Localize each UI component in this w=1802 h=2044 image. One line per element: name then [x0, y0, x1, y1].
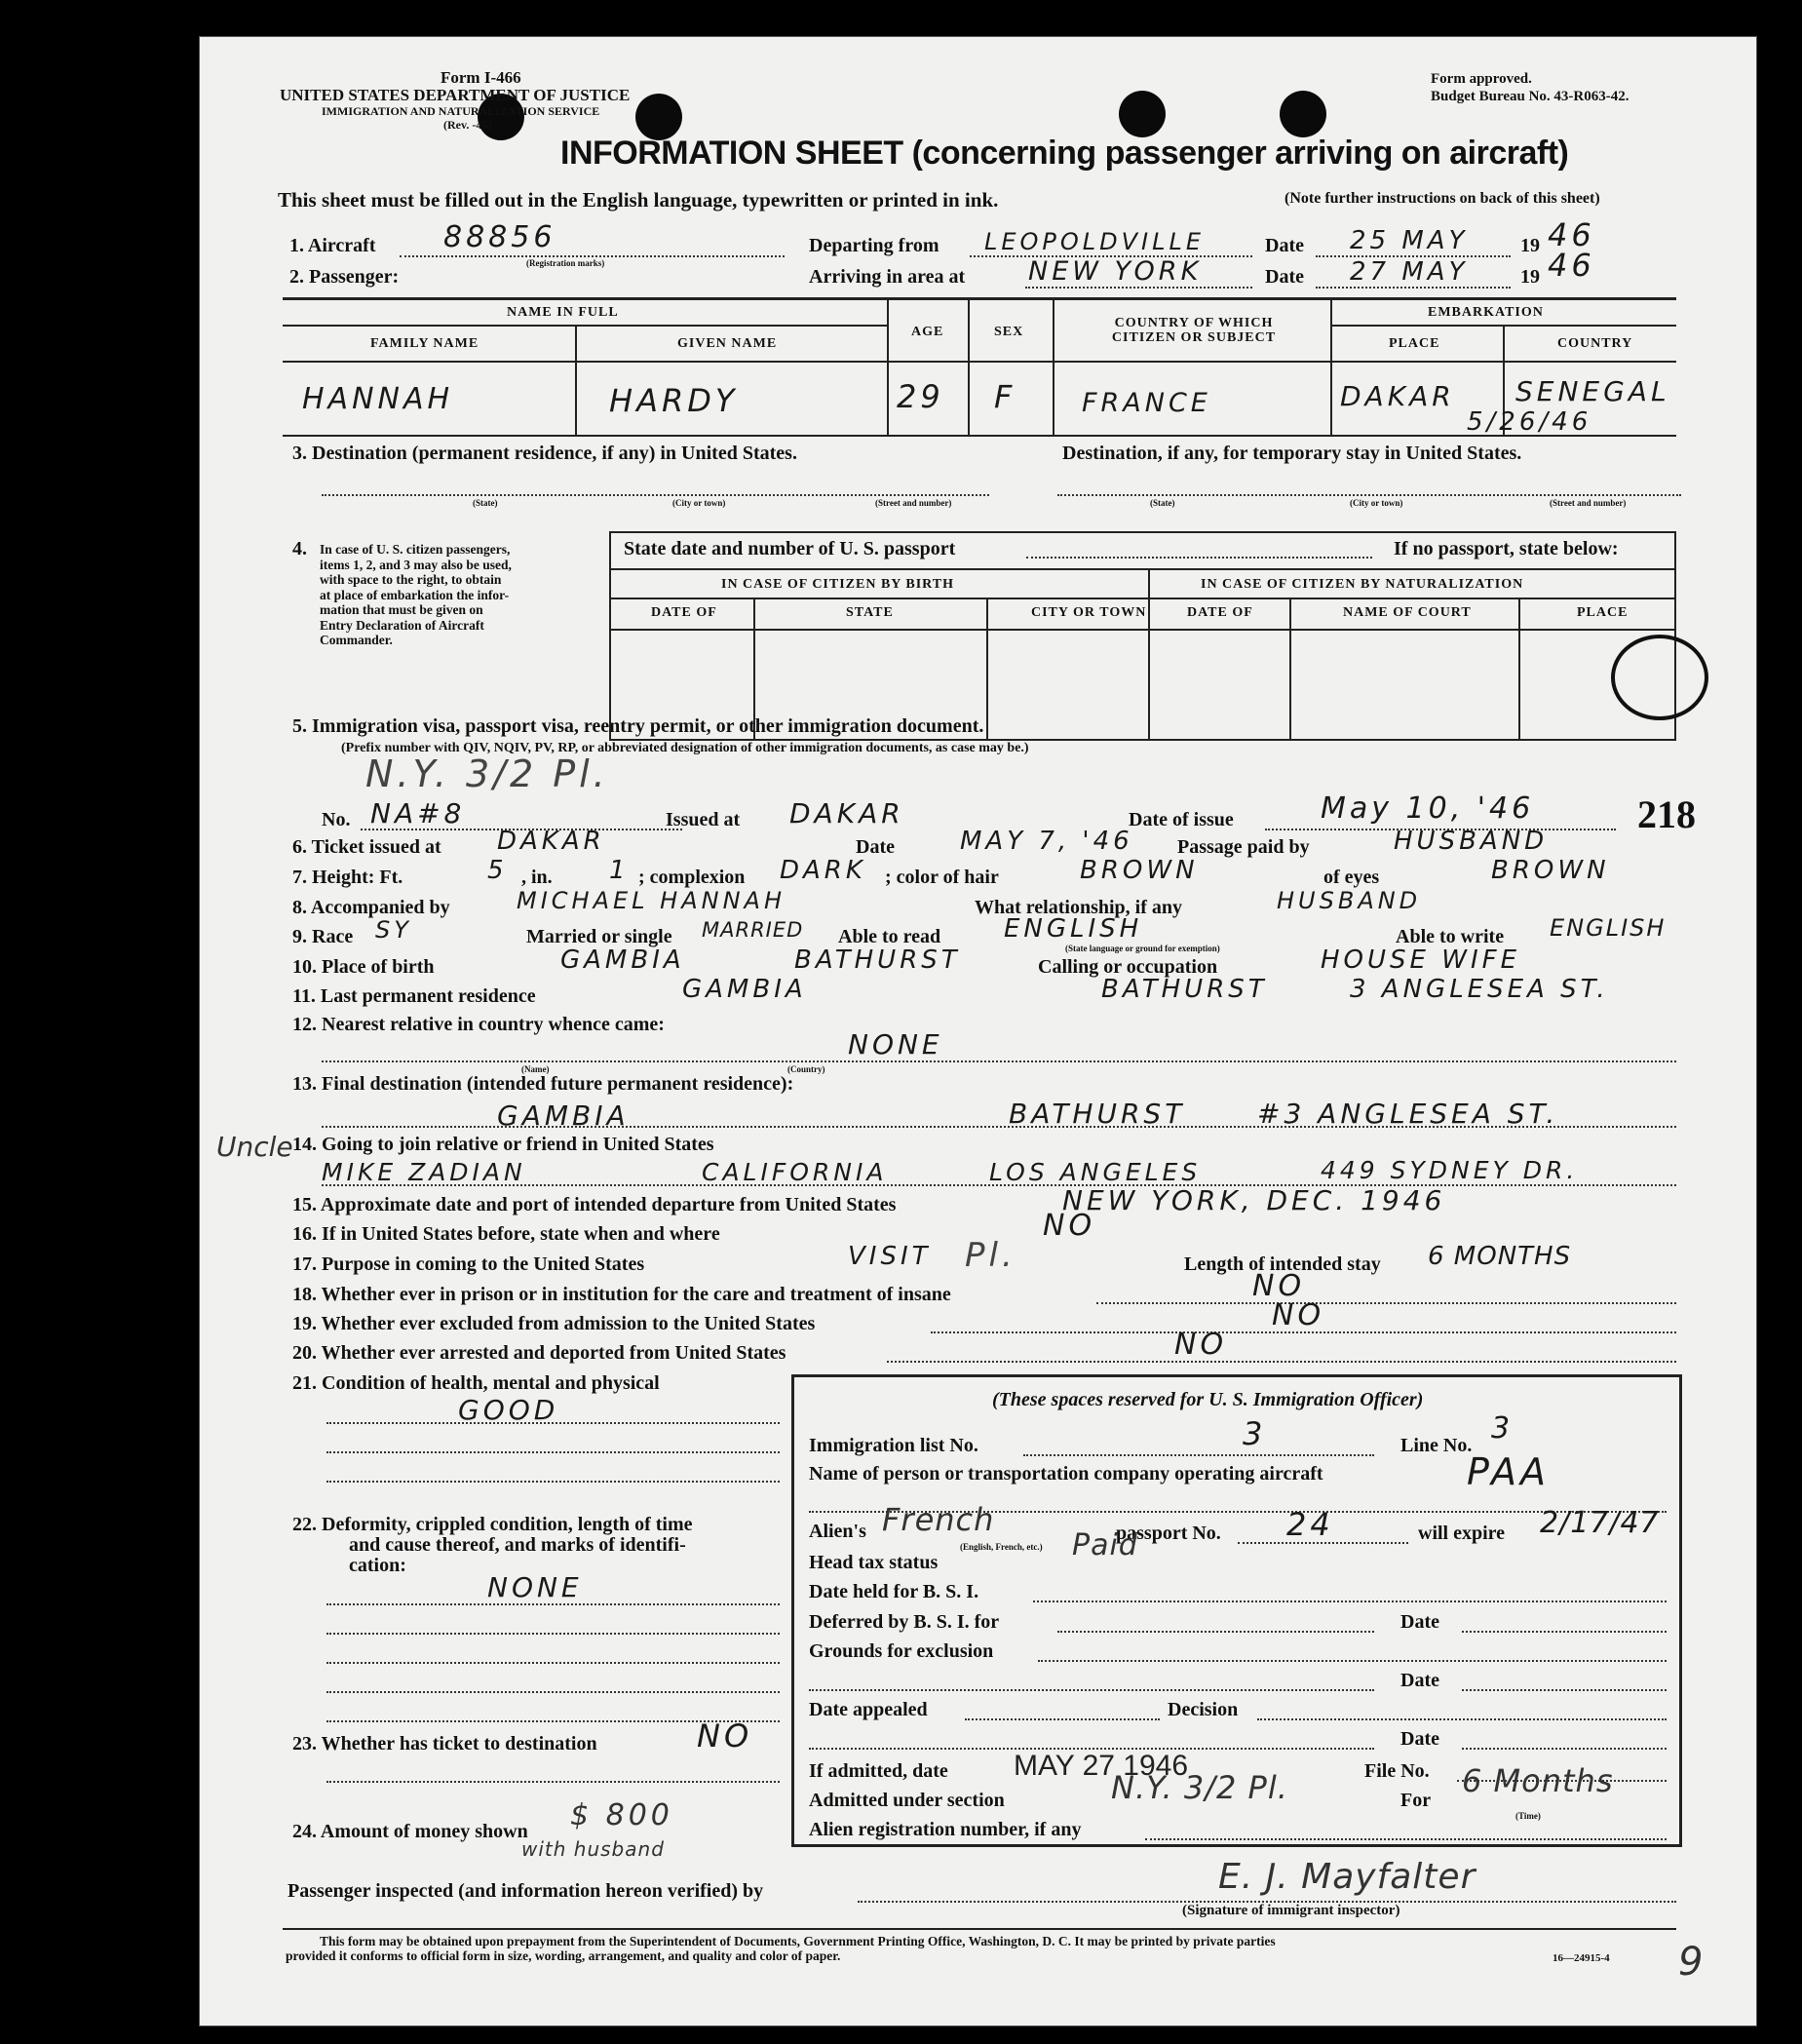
date-label: Date	[1265, 235, 1304, 256]
q3-label: 3. Destination (permanent residence, if any) in United States.	[292, 443, 797, 464]
officer-alien-value: French	[882, 1501, 995, 1538]
q23-value: NO	[697, 1717, 753, 1755]
officer-alien-label: Alien's	[809, 1521, 866, 1542]
officer-expire-label: will expire	[1418, 1523, 1506, 1544]
sex-header: SEX	[994, 325, 1024, 339]
q7-in-value: 1	[609, 856, 630, 885]
q11-street: 3 ANGLESEA ST.	[1350, 975, 1609, 1004]
embarkation-header: EMBARKATION	[1428, 305, 1544, 320]
q4-passport-label: State date and number of U. S. passport	[624, 538, 956, 559]
departing-value: LEOPOLDVILLE	[984, 228, 1206, 255]
back-note: (Note further instructions on back of this sheet)	[1284, 190, 1600, 207]
q6-date-value: MAY 7, '46	[960, 827, 1133, 856]
officer-lang-note: (English, French, etc.)	[960, 1542, 1043, 1552]
depart-year-value: 46	[1548, 216, 1595, 253]
q23-label: 23. Whether has ticket to destination	[292, 1733, 597, 1755]
q7-comp-label: ; complexion	[638, 867, 746, 888]
age-value: 29	[897, 378, 944, 415]
q21-label: 21. Condition of health, mental and physical	[292, 1372, 660, 1394]
q20-label: 20. Whether ever arrested and deported from United States	[292, 1342, 786, 1364]
signature-caption: (Signature of immigrant inspector)	[1182, 1903, 1400, 1918]
admitted-date-stamp: MAY 27 1946	[1014, 1750, 1189, 1782]
col-place: PLACE	[1577, 605, 1629, 620]
q9-read-value: ENGLISH	[1004, 914, 1143, 944]
q19-label: 19. Whether ever excluded from admission to the United States	[292, 1313, 816, 1334]
q10-country: GAMBIA	[560, 945, 685, 975]
q24-note: with husband	[521, 1837, 665, 1861]
revision: (Rev. -45)	[443, 118, 492, 132]
officer-list-label: Immigration list No.	[809, 1435, 978, 1456]
officer-passport-label: passport No.	[1116, 1523, 1221, 1544]
q14-name: MIKE ZADIAN	[322, 1158, 526, 1186]
aircraft-value: 88856	[443, 220, 556, 254]
col-date-of-birth: DATE OF	[651, 605, 717, 620]
q5-issued-value: DAKAR	[789, 797, 904, 829]
year-prefix: 19	[1520, 235, 1540, 256]
department: UNITED STATES DEPARTMENT OF JUSTICE	[280, 86, 631, 104]
q5-doi-label: Date of issue	[1129, 809, 1234, 830]
age-header: AGE	[911, 325, 944, 339]
corner-number: 9	[1678, 1940, 1707, 1985]
q17-stay-label: Length of intended stay	[1184, 1253, 1381, 1275]
family-name-header: FAMILY NAME	[370, 336, 479, 351]
q12-country-caption: (Country)	[787, 1064, 825, 1074]
q22-label-1: 22. Deformity, crippled condition, length of time	[292, 1514, 693, 1535]
officer-line-label: Line No.	[1400, 1435, 1473, 1456]
passenger-label: 2. Passenger:	[289, 266, 400, 288]
officer-passport-value: 24	[1286, 1506, 1334, 1543]
officer-decision-date-label: Date	[1400, 1728, 1439, 1750]
q17-value: VISIT	[848, 1242, 932, 1271]
arriving-label: Arriving in area at	[809, 266, 966, 288]
q5-label: 5. Immigration visa, passport visa, reentry permit, or other immigration document.	[292, 715, 984, 737]
q11-country: GAMBIA	[682, 975, 807, 1004]
sex-value: F	[994, 378, 1016, 415]
q17-stay-value: 6 MONTHS	[1428, 1242, 1572, 1271]
country-header: COUNTRY OF WHICH CITIZEN OR SUBJECT	[1111, 316, 1277, 345]
officer-list-value: 3	[1243, 1415, 1267, 1452]
country2-header: COUNTRY	[1557, 336, 1633, 351]
q10-occ-label: Calling or occupation	[1038, 956, 1218, 978]
service: IMMIGRATION AND NATURALIZATION SERVICE	[322, 104, 600, 118]
arriving-value: NEW YORK	[1028, 256, 1203, 287]
q22-value: NONE	[487, 1571, 583, 1603]
q17-extra: Pl.	[965, 1236, 1016, 1275]
q16-label: 16. If in United States before, state when and where	[292, 1223, 720, 1245]
q7-eyes-value: BROWN	[1491, 856, 1610, 885]
q14-city: LOS ANGELES	[989, 1158, 1202, 1186]
officer-line-value: 3	[1491, 1411, 1514, 1446]
citizen-by-birth-header: IN CASE OF CITIZEN BY BIRTH	[721, 577, 955, 592]
q11-label: 11. Last permanent residence	[292, 985, 536, 1007]
budget-bureau: Budget Bureau No. 43-R063-42.	[1431, 89, 1629, 104]
officer-bsi-label: Date held for B. S. I.	[809, 1581, 979, 1602]
q14-state: CALIFORNIA	[702, 1158, 888, 1186]
inspector-signature: E. J. Mayfalter	[1218, 1857, 1476, 1897]
place-header: PLACE	[1389, 336, 1440, 351]
embark-place-value: DAKAR	[1340, 380, 1455, 412]
officer-for-label: For	[1400, 1790, 1432, 1811]
date-label-2: Date	[1265, 266, 1304, 288]
q13-city: BATHURST	[1009, 1098, 1186, 1130]
q11-city: BATHURST	[1101, 975, 1268, 1004]
q6-date-label: Date	[856, 836, 895, 858]
q14-margin-note: Uncle	[216, 1131, 293, 1163]
q17-label: 17. Purpose in coming to the United States	[292, 1253, 645, 1275]
officer-deferred-date-label: Date	[1400, 1611, 1439, 1633]
instruction: This sheet must be filled out in the English language, typewritten or printed in ink.	[278, 188, 999, 212]
q3-temp-state-caption: (State)	[1150, 498, 1175, 508]
q8-rel-value: HUSBAND	[1277, 887, 1422, 914]
q19-value: NO	[1272, 1298, 1325, 1332]
year-prefix-2: 19	[1520, 266, 1540, 288]
embark-country-value: SENEGAL	[1515, 375, 1670, 407]
officer-file-label: File No.	[1364, 1760, 1430, 1782]
q10-occ-value: HOUSE WIFE	[1321, 945, 1521, 975]
given-name-value: HARDY	[609, 382, 739, 419]
punch-hole	[1119, 91, 1166, 137]
q14-label: 14. Going to join relative or friend in United States	[292, 1134, 714, 1155]
q8-value: MICHAEL HANNAH	[517, 887, 786, 914]
q5-hand-note: N.Y. 3/2 Pl.	[365, 752, 609, 795]
q13-street: #3 ANGLESEA ST.	[1257, 1098, 1559, 1130]
q16-value: NO	[1043, 1209, 1096, 1243]
q22-label-2: and cause thereof, and marks of identifi-	[349, 1534, 686, 1556]
fine-print-2: provided it conforms to official form in size, wording, arrangement, and quality and color of paper.	[286, 1948, 841, 1963]
q24-value: $ 800	[570, 1798, 673, 1832]
officer-for-value: 6 Months	[1462, 1762, 1614, 1799]
q10-label: 10. Place of birth	[292, 956, 435, 978]
officer-headtax-label: Head tax status	[809, 1552, 939, 1573]
arrive-date-value: 27 MAY	[1350, 257, 1469, 287]
aircraft-label: 1. Aircraft	[289, 235, 376, 256]
departing-label: Departing from	[809, 235, 939, 256]
q13-country: GAMBIA	[497, 1099, 630, 1132]
page-title: INFORMATION SHEET (concerning passenger arriving on aircraft)	[560, 135, 1569, 172]
officer-grounds-label: Grounds for exclusion	[809, 1640, 994, 1662]
q9-lang-note: (State language or ground for exemption)	[1065, 944, 1220, 953]
officer-headtax-value: Paid	[1072, 1528, 1138, 1562]
punch-hole	[635, 94, 682, 140]
q13-label: 13. Final destination (intended future permanent residence):	[292, 1073, 794, 1095]
officer-expire-value: 2/17/47	[1540, 1506, 1660, 1540]
q7-hair-value: BROWN	[1080, 856, 1199, 885]
officer-section-value: N.Y. 3/2 Pl.	[1111, 1769, 1288, 1806]
col-city-or-town: CITY OR TOWN	[1031, 605, 1147, 620]
given-name-header: GIVEN NAME	[677, 336, 778, 351]
citizen-value: FRANCE	[1082, 388, 1211, 418]
q3-temp-street-caption: (Street and number)	[1550, 498, 1627, 508]
q5-doi-value: May 10, '46	[1321, 791, 1535, 826]
form-number: Form I-466	[441, 68, 521, 87]
q5-issued-label: Issued at	[666, 809, 741, 830]
q12-value: NONE	[848, 1028, 943, 1061]
officer-heading: (These spaces reserved for U. S. Immigration Officer)	[992, 1389, 1424, 1410]
q6-paid-label: Passage paid by	[1177, 836, 1310, 858]
q4-no-passport-label: If no passport, state below:	[1394, 538, 1619, 559]
fine-print-1: This form may be obtained upon prepayment from the Superintendent of Documents, Government Printing Office, Washington, D. C. It may be printed by private parties	[320, 1934, 1276, 1948]
punch-hole	[1280, 91, 1326, 137]
q5-sub: (Prefix number with QIV, NQIV, PV, RP, or abbreviated designation of other immigration documents, as case may be.)	[341, 741, 1029, 755]
officer-section-label: Admitted under section	[809, 1790, 1005, 1811]
q9-write-label: Able to write	[1396, 926, 1505, 947]
q3-state-caption: (State)	[473, 498, 498, 508]
embark-date-note: 5/26/46	[1467, 407, 1592, 437]
family-name-value: HANNAH	[302, 382, 454, 416]
q22-label-3: cation:	[349, 1555, 406, 1576]
q3-temp-city-caption: (City or town)	[1350, 498, 1403, 508]
q7-comp-value: DARK	[780, 856, 866, 885]
citizen-by-naturalization-header: IN CASE OF CITIZEN BY NATURALIZATION	[1201, 577, 1524, 592]
reg-marks-caption: (Registration marks)	[526, 258, 605, 268]
q18-value: NO	[1252, 1269, 1306, 1303]
q24-label: 24. Amount of money shown	[292, 1821, 528, 1842]
q8-label: 8. Accompanied by	[292, 897, 450, 918]
q6-value: DAKAR	[497, 827, 605, 856]
q7-in-label: , in.	[521, 867, 553, 888]
q8-rel-label: What relationship, if any	[975, 897, 1182, 918]
q12-label: 12. Nearest relative in country whence came:	[292, 1014, 665, 1035]
q12-name-caption: (Name)	[521, 1064, 550, 1074]
arrive-year-value: 46	[1548, 247, 1595, 284]
q3-street-caption: (Street and number)	[875, 498, 952, 508]
officer-admitted-label: If admitted, date	[809, 1760, 948, 1782]
q5-no-value: NA#8	[370, 797, 466, 829]
col-state: STATE	[846, 605, 894, 620]
inspected-by-label: Passenger inspected (and information hereon verified) by	[288, 1880, 764, 1902]
circled-mark	[1603, 629, 1715, 726]
q4-instructions: In case of U. S. citizen passengers, items 1, 2, and 3 may also be used, with space to the right, to obtain at place of embarkation the infor- mation that must be given on Entry Declaration of Aircraft Commander.	[320, 542, 512, 647]
q10-city: BATHURST	[794, 945, 961, 975]
q18-label: 18. Whether ever in prison or in institution for the care and treatment of insane	[292, 1284, 951, 1305]
q9-read-label: Able to read	[838, 926, 941, 947]
q3-temp-label: Destination, if any, for temporary stay in United States.	[1062, 443, 1522, 464]
q5-no-label: No.	[322, 809, 351, 830]
q15-value: NEW YORK, DEC. 1946	[1062, 1184, 1446, 1216]
q9-value: SY	[375, 916, 412, 944]
officer-grounds-date-label: Date	[1400, 1670, 1439, 1691]
stamp-number: 218	[1637, 792, 1696, 836]
q7-hair-label: ; color of hair	[885, 867, 999, 888]
officer-reg-label: Alien registration number, if any	[809, 1819, 1082, 1840]
q14-street: 449 SYDNEY DR.	[1321, 1156, 1579, 1184]
q15-label: 15. Approximate date and port of intended departure from United States	[292, 1194, 897, 1215]
q20-value: NO	[1174, 1328, 1228, 1362]
q9-ms-label: Married or single	[526, 926, 672, 947]
q3-city-caption: (City or town)	[672, 498, 726, 508]
q7-label: 7. Height: Ft.	[292, 867, 403, 888]
name-in-full-header: NAME IN FULL	[507, 305, 619, 320]
q4-number: 4.	[292, 538, 307, 559]
col-name-of-court: NAME OF COURT	[1343, 605, 1472, 620]
officer-company-value: PAA	[1467, 1450, 1551, 1493]
q9-write-value: ENGLISH	[1550, 914, 1667, 942]
print-number: 16—24915-4	[1553, 1952, 1610, 1964]
form-approved: Form approved.	[1431, 71, 1532, 87]
q6-paid-value: HUSBAND	[1394, 827, 1549, 856]
depart-date-value: 25 MAY	[1350, 226, 1469, 255]
q6-label: 6. Ticket issued at	[292, 836, 441, 858]
officer-appealed-label: Date appealed	[809, 1699, 928, 1720]
officer-time-note: (Time)	[1515, 1811, 1541, 1821]
officer-decision-label: Decision	[1168, 1699, 1239, 1720]
col-date-of-naturalization: DATE OF	[1187, 605, 1253, 620]
q21-value: GOOD	[458, 1394, 559, 1426]
officer-deferred-label: Deferred by B. S. I. for	[809, 1611, 1000, 1633]
q9-ms-value: MARRIED	[702, 918, 804, 942]
q7-eyes-label: of eyes	[1323, 867, 1380, 888]
officer-company-label: Name of person or transportation company operating aircraft	[809, 1463, 1323, 1485]
q9-label: 9. Race	[292, 926, 354, 947]
q7-ft-value: 5	[487, 856, 508, 885]
